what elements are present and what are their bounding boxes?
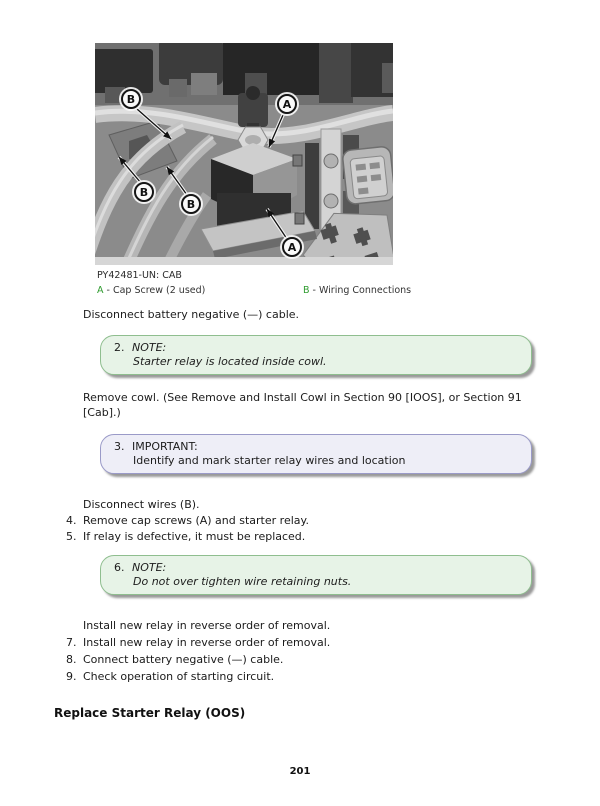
section-heading: Replace Starter Relay (OOS) (54, 706, 246, 720)
step-text: Install new relay in reverse order of removal. (83, 619, 331, 632)
note-number: 6. (114, 561, 125, 574)
step-text: Remove cowl. (See Remove and Install Cowl in Section 90 [IOOS], or Section 91 (83, 391, 522, 404)
relay-photo (95, 43, 393, 265)
legend-letter-a: A (97, 285, 104, 296)
step-text: Install new relay in reverse order of removal. (83, 636, 331, 649)
callout-letter: A (287, 240, 297, 254)
list-item (66, 529, 309, 545)
callout-letter: B (126, 92, 136, 106)
legend-letter-b: B (303, 285, 310, 296)
callout-letter: B (186, 197, 196, 211)
step-text: Remove cap screws (A) and starter relay. (83, 514, 309, 527)
note-label: NOTE: (132, 341, 167, 354)
step-text: Disconnect battery negative (—) cable. (83, 308, 300, 321)
callout-letter: B (139, 185, 149, 199)
step-number: 8. (66, 653, 77, 666)
figure-caption: PY42481-UN: CAB (97, 270, 182, 281)
step-number (66, 617, 83, 634)
note-text: Do not over tighten wire retaining nuts. (133, 575, 352, 588)
step-number: 5. (66, 530, 77, 543)
note-box-title (114, 561, 166, 574)
step-list-1 (66, 497, 309, 545)
step-number (66, 497, 83, 513)
note-number: 2. (114, 341, 125, 354)
important-label: IMPORTANT: (132, 440, 198, 453)
important-box-3 (100, 434, 532, 474)
list-item (66, 497, 309, 513)
legend-label-a: - Cap Screw (2 used) (106, 285, 206, 296)
list-item (66, 634, 330, 651)
callout-a-icon (277, 94, 297, 114)
legend-item-b (303, 285, 411, 296)
note-box-2 (100, 335, 532, 375)
step-number: 4. (66, 514, 77, 527)
legend-item-a (97, 285, 205, 296)
figure-starter-relay (95, 43, 393, 265)
photo-bottom-strip (95, 257, 393, 265)
important-text: Identify and mark starter relay wires and location (133, 454, 406, 467)
figure-legend (0, 285, 600, 299)
step-number: 9. (66, 670, 77, 683)
step-list-2 (66, 617, 330, 685)
step-text: If relay is defective, it must be replaced. (83, 530, 306, 543)
step-text: Check operation of starting circuit. (83, 670, 275, 683)
callout-a-icon (282, 237, 302, 257)
note-box-title (114, 341, 166, 354)
important-number: 3. (114, 440, 125, 453)
note-text: Starter relay is located inside cowl. (133, 355, 327, 368)
note-label: NOTE: (132, 561, 167, 574)
list-item (66, 651, 330, 668)
callout-letter: A (282, 97, 292, 111)
callout-b-icon (134, 182, 154, 202)
step-text: Connect battery negative (—) cable. (83, 653, 284, 666)
step-number: 7. (66, 636, 77, 649)
list-item (66, 668, 330, 685)
connector-block (342, 146, 393, 205)
legend-label-b: - Wiring Connections (312, 285, 412, 296)
callout-b-icon (181, 194, 201, 214)
list-item (66, 513, 309, 529)
step-text: Disconnect wires (B). (83, 498, 200, 511)
important-box-title (114, 440, 198, 453)
step-text: [Cab].) (83, 406, 121, 419)
page-number: 201 (289, 766, 311, 777)
callout-b-icon (121, 89, 141, 109)
note-box-6 (100, 555, 532, 595)
list-item (66, 617, 330, 634)
